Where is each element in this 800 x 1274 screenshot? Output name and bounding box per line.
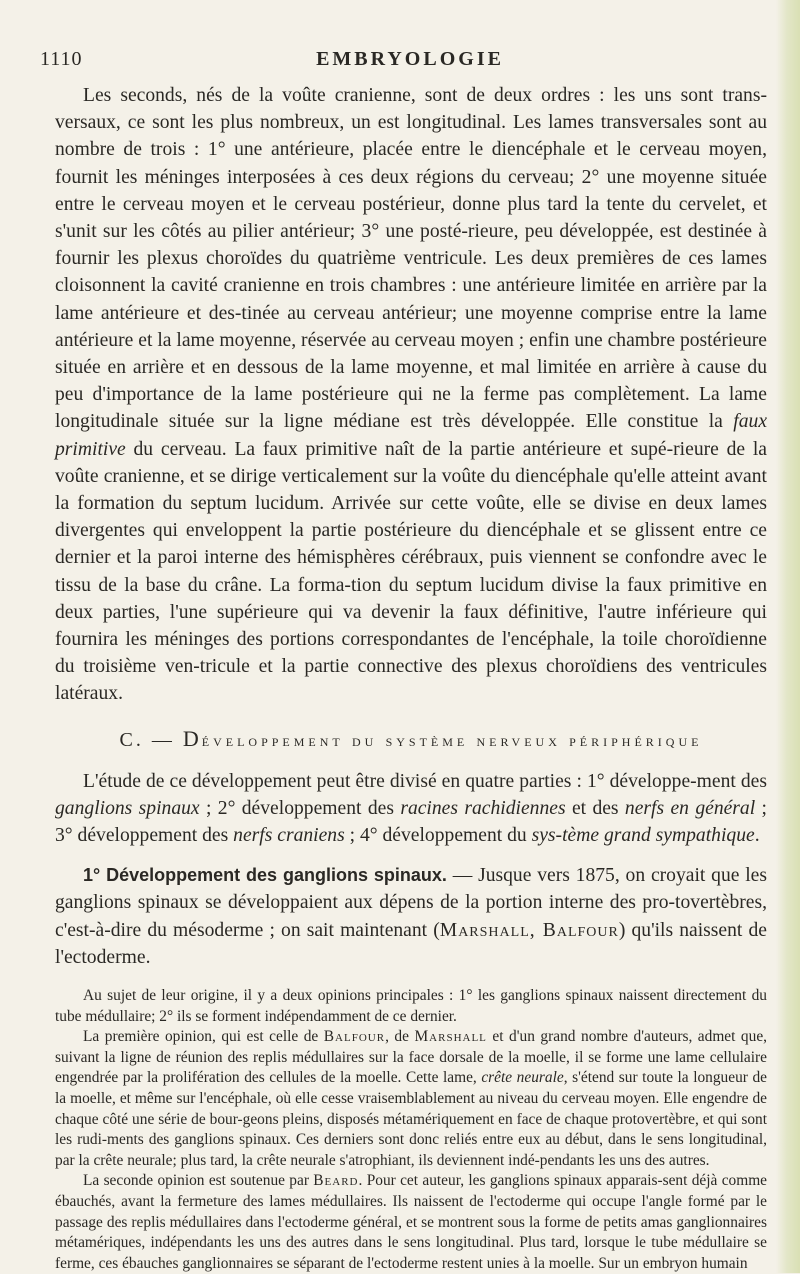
text-run: L'étude de ce développement peut être divisé en quatre parties : 1° développe-ment des bbox=[83, 770, 767, 792]
paragraph-text: du cerveau. La faux primitive naît de la partie antérieure et supé-rieure de la voûte cranienne, et se dirige verticalement sur la voûte du diencéphale qu'elle atteint avant la formation du septum lucidum. Arrivée sur cette voûte, elle se divise en deux lames divergentes qui enveloppent la partie postérieure du diencéphale et se glissent entre ce dernier et la paroi interne des hémisphères cérébraux, puis viennent se confondre avec le tissu de la base du crâne. La forma-tion du septum lucidum divise la faux primitive en deux parties, l'une supérieure qui va devenir la faux définitive, l'autre inférieure qui fournira les méninges des portions correspondantes de l'encéphale, la toile choroïdienne du troisième ven-tricule et la partie connective des plexus choroïdiens des ventricules latéraux. bbox=[55, 438, 767, 705]
text-run: La première opinion, qui est celle de bbox=[83, 1028, 324, 1046]
page-number: 1110 bbox=[40, 48, 83, 70]
author-name: Beard bbox=[313, 1172, 359, 1190]
paragraph-meninges bbox=[55, 82, 767, 708]
small-paragraph-first-opinion bbox=[55, 1027, 767, 1171]
page-body bbox=[55, 82, 767, 1274]
italic-term: nerfs en général bbox=[624, 797, 756, 819]
page-edge bbox=[776, 0, 800, 1273]
text-run: . Pour cet auteur, les ganglions spinaux apparais-sent déjà comme ébauchés, avant la fermeture des lames médullaires. Ils naissent de l'ectoderme qui occupe l'angle formé par le passage des replis médullaires dans l'ectoderme général, et se montrent sous la forme de petits amas ganglionnaires métamériques, indépendants les uns des autres dans le sens longitudinal. Plus tard, lorsque le tube médullaire se ferme, ces ébauches ganglionnaires se séparant de l'ectoderme restent unies à la moelle. Sur un embryon humain bbox=[55, 1172, 768, 1272]
text-run: . bbox=[754, 825, 760, 847]
small-paragraph-second-opinion bbox=[55, 1171, 767, 1274]
text-run: ; 4° développement du bbox=[344, 825, 532, 847]
text-run: La seconde opinion est soutenue par bbox=[83, 1172, 314, 1190]
running-head: EMBRYOLOGIE bbox=[316, 48, 504, 70]
italic-term: sys-tème grand sympathique bbox=[531, 825, 755, 847]
italic-term: faux primitive bbox=[55, 411, 768, 460]
page-header bbox=[40, 48, 780, 76]
text-run: ) qu'ils naissent de l'ectoderme. bbox=[55, 919, 767, 968]
paragraph-intro bbox=[55, 768, 767, 850]
text-run: — Jusque vers 1875, on croyait que les ganglions spinaux se développaient aux dépens de la portion interne des pro-tovertèbres, c'est-à-dire du mésoderme ; on sait maintenant ( bbox=[55, 865, 767, 941]
section-prefix: C. — bbox=[119, 728, 183, 751]
text-run: , de bbox=[385, 1028, 415, 1046]
text-run: et des bbox=[565, 797, 625, 819]
italic-term: nerfs craniens bbox=[233, 825, 345, 847]
text-run: ; 2° développement des bbox=[199, 797, 401, 819]
section-title-text: éveloppement du système nerveux périphérique bbox=[201, 730, 703, 750]
author-name: Marshall bbox=[414, 1028, 487, 1046]
author-names: Marshall, Balfour bbox=[439, 919, 619, 941]
subsection-heading: 1° Développement des ganglions spinaux. bbox=[83, 865, 447, 886]
italic-term: racines rachidiennes bbox=[400, 797, 566, 819]
italic-term: ganglions spinaux bbox=[55, 797, 200, 819]
small-paragraph-origin: Au sujet de leur origine, il y a deux opinions principales : 1° les ganglions spinaux naissent directement du tube médullaire; 2° ils se forment indépendamment de ce dernier. bbox=[55, 987, 767, 1025]
author-name: Balfour bbox=[323, 1028, 386, 1046]
italic-term: crête neurale bbox=[481, 1069, 564, 1087]
section-heading bbox=[55, 726, 767, 752]
paragraph-text: Les seconds, nés de la voûte cranienne, sont de deux ordres : les uns sont trans-versaux, ce sont les plus nombreux, un est longitudinal. Les lames transversales sont au nombre de trois : 1° une antérieure, placée entre le diencéphale et le cerveau moyen, fournit les méninges interposées à ces deux régions du cerveau; 2° une moyenne située entre le cerveau moyen et le cerveau postérieur, donne plus tard la tente du cervelet, et s'unit sur les côtés au pilier antérieur; 3° une posté-rieure, peu développée, est destinée à fournir les plexus choroïdes du quatrième ventricule. Les deux premières de ces lames cloisonnent la cavité cranienne en trois chambres : une antérieure limitée en arrière par la lame antérieure et des-tinée au cerveau antérieur; une moyenne comprise entre la lame antérieure et la lame moyenne, réservée au cerveau moyen ; enfin une chambre postérieure située en arrière et en dessous de la lame moyenne, et mal limitée en arrière à cause du peu d'importance de la lame postérieure qui ne la ferme pas complètement. La lame longitudinale située sur la ligne médiane est très développée. Elle constitue la bbox=[55, 85, 767, 433]
text-run: ; 3° développement des bbox=[55, 797, 767, 847]
text-run: et d'un grand nombre d'auteurs, admet que, suivant la ligne de réunion des replis médullaires sur la face dorsale de la moelle, il se forme une lame cellulaire engendrée par la prolifération des cellules de la moelle. Cette lame, bbox=[55, 1028, 767, 1087]
paragraph-ganglions bbox=[55, 862, 767, 971]
section-initial: D bbox=[182, 725, 202, 751]
text-run: , s'étend sur toute la longueur de la moelle, et même sur l'encéphale, où elle cesse vraisemblablement au niveau du cerveau moyen. Elle engendre de chaque côté une série de bour-geons pleins, disposés métamériquement en face de chaque protovertèbre, et qui sont les rudi-ments des ganglions spinaux. Ces derniers sont donc reliés entre eux au début, dans le sens longitudinal, par la crête neurale; plus tard, la crête neurale s'atrophiant, ils deviennent indé-pendants les uns des autres. bbox=[55, 1069, 768, 1169]
